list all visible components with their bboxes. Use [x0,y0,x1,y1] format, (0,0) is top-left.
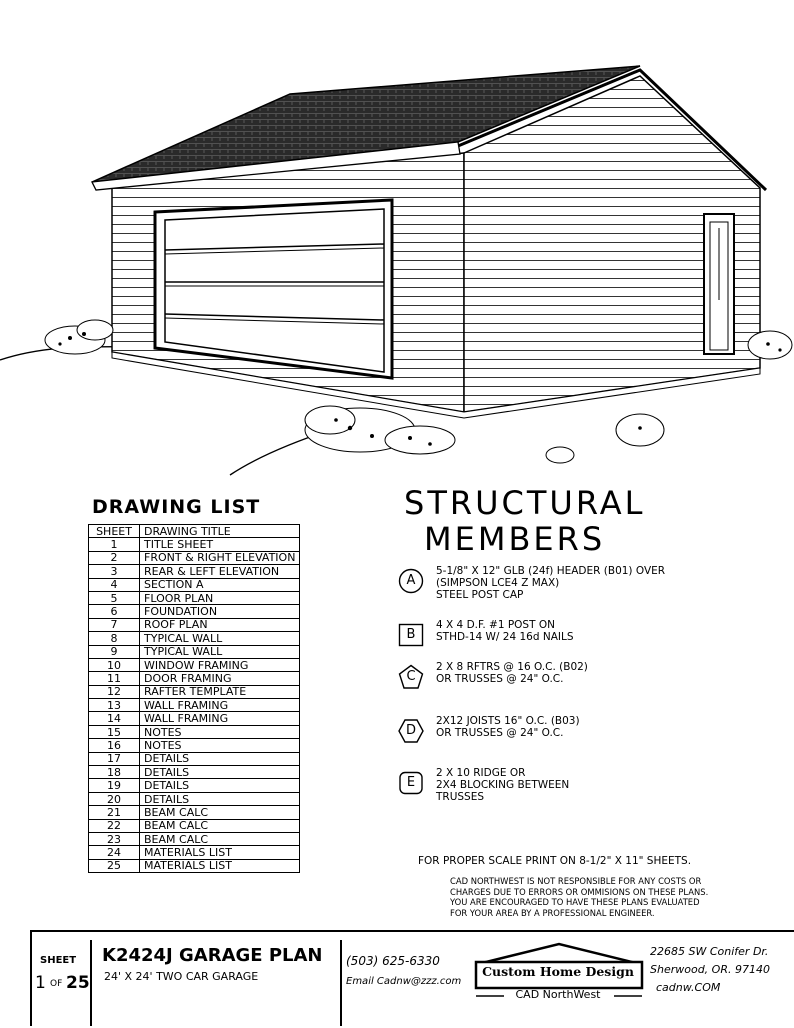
sheet-number-cell: 11 [89,672,140,685]
disclaimer-line: YOU ARE ENCOURAGED TO HAVE THESE PLANS EVALUATED [450,897,700,908]
drawing-title-cell: BEAM CALC [140,806,300,819]
disclaimer-line: CAD NORTHWEST IS NOT RESPONSIBLE FOR ANY COSTS OR [450,876,702,886]
drawing-title-cell: MATERIALS LIST [140,859,300,872]
structural-line: 4 X 4 D.F. #1 POST ON [436,619,555,631]
drawing-title-cell: NOTES [140,739,300,752]
drawing-list-row [89,565,300,578]
structural-item-c [398,661,778,714]
drawing-list-row [89,779,300,792]
structural-line: 2 X 8 RFTRS @ 16 O.C. (B02) [436,661,588,673]
sheet-number-cell: 7 [89,618,140,631]
sheet-number-cell: 5 [89,591,140,604]
drawing-title-cell: DOOR FRAMING [140,672,300,685]
sheet-number-cell: 3 [89,565,140,578]
drawing-title-cell: DETAILS [140,766,300,779]
sheet-number-cell: 1 [89,538,140,551]
disclaimer-line: FOR YOUR AREA BY A PROFESSIONAL ENGINEER. [450,907,655,918]
sheet-number: 1 [35,973,46,993]
drawing-list-row [89,618,300,631]
sheet-number-cell: 18 [89,766,140,779]
structural-line: (SIMPSON LCE4 Z MAX) [436,577,560,589]
address-line1: 22685 SW Conifer Dr. [650,945,769,958]
sheet-number-cell: 6 [89,605,140,618]
sheet-number-cell: 2 [89,551,140,564]
mark-hexagon-icon: D [398,718,424,744]
title-block-top-border [30,930,794,932]
company-name: Custom Home Design [482,964,634,979]
drawing-title-cell: TYPICAL WALL [140,632,300,645]
sheet-number-cell: 13 [89,699,140,712]
drawing-list-row [89,846,300,859]
drawing-title-cell: TITLE SHEET [140,538,300,551]
sheet-of: OF [50,979,63,989]
drawing-title-cell: MATERIALS LIST [140,846,300,859]
drawing-list-row [89,806,300,819]
phone-number: (503) 625-6330 [346,954,440,968]
drawing-list-row [89,752,300,765]
drawing-title-cell: FRONT & RIGHT ELEVATION [140,551,300,564]
disclaimer-line: CHARGES DUE TO ERRORS OR OMMISIONS ON THESE PLANS. [450,886,709,897]
drawing-title-cell: TYPICAL WALL [140,645,300,658]
title-block-divider [90,940,92,1026]
drawing-title-cell: REAR & LEFT ELEVATION [140,565,300,578]
disclaimer [450,876,708,918]
plan-subtitle: 24' X 24' TWO CAR GARAGE [104,970,259,983]
sheet-number-cell: 15 [89,725,140,738]
structural-line: STEEL POST CAP [436,589,524,601]
sheet-number-cell: 22 [89,819,140,832]
drawing-list-row [89,832,300,845]
mark-square-icon: B [398,622,424,648]
company-subname: CAD NorthWest [515,988,601,1001]
drawing-list-table [88,524,300,873]
drawing-list-row [89,819,300,832]
drawing-title-cell: FOUNDATION [140,605,300,618]
structural-title-line2: MEMBERS [424,520,606,558]
scale-note: FOR PROPER SCALE PRINT ON 8-1/2" X 11" SHEETS. [418,855,692,867]
sheet-total: 25 [66,973,90,993]
structural-line: 2 X 10 RIDGE OR [436,767,526,779]
drawing-list-row [89,538,300,551]
structural-item-d [398,715,778,768]
structural-line: 5-1/8" X 12" GLB (24f) HEADER (B01) OVER [436,565,666,577]
mark-pentagon-icon: C [398,664,424,690]
drawing-list-row [89,859,300,872]
drawing-title-cell: FLOOR PLAN [140,591,300,604]
sheet-number-cell: 19 [89,779,140,792]
drawing-title-cell: SECTION A [140,578,300,591]
drawing-title-cell: WINDOW FRAMING [140,658,300,671]
sheet-number-cell: 21 [89,806,140,819]
drawing-list-row [89,725,300,738]
website: cadnw.COM [656,981,721,994]
sheet-number-cell: 23 [89,832,140,845]
structural-line: OR TRUSSES @ 24" O.C. [436,727,564,739]
sheet-label: SHEET [40,955,77,966]
drawing-list-row [89,699,300,712]
title-block-divider [340,940,342,1026]
col-title-header: DRAWING TITLE [140,525,300,538]
structural-line: 2X12 JOISTS 16" O.C. (B03) [436,715,580,727]
drawing-list-row [89,632,300,645]
structural-line: 2X4 BLOCKING BETWEEN [436,779,570,791]
drawing-list-row [89,739,300,752]
drawing-list-row [89,605,300,618]
sheet-number-cell: 8 [89,632,140,645]
drawing-title-cell: DETAILS [140,752,300,765]
sheet-number-cell: 4 [89,578,140,591]
address-line2: Sherwood, OR. 97140 [650,963,770,976]
drawing-title-cell: WALL FRAMING [140,699,300,712]
structural-item-e [398,767,778,820]
drawing-list-row [89,792,300,805]
sheet-number-cell: 16 [89,739,140,752]
drawing-title-cell: BEAM CALC [140,819,300,832]
sheet-number-cell: 10 [89,658,140,671]
plan-name: K2424J GARAGE PLAN [102,945,323,966]
drawing-title-cell: BEAM CALC [140,832,300,845]
structural-line: STHD-14 W/ 24 16d NAILS [436,631,574,643]
drawing-list-row [89,658,300,671]
drawing-title-cell: DETAILS [140,779,300,792]
sheet-number-cell: 20 [89,792,140,805]
structural-item-a [398,565,778,618]
drawing-list-row [89,766,300,779]
title-block-left-border [30,930,32,1026]
drawing-title-cell: DETAILS [140,792,300,805]
structural-line: TRUSSES [436,791,485,803]
drawing-list-row [89,672,300,685]
drawing-title-cell: WALL FRAMING [140,712,300,725]
drawing-list-row [89,685,300,698]
sheet-number-cell: 24 [89,846,140,859]
drawing-list-row [89,645,300,658]
sheet-number-cell: 25 [89,859,140,872]
drawing-title-cell: NOTES [140,725,300,738]
col-sheet-header: SHEET [89,525,140,538]
mark-rounded-square-icon: E [398,770,424,796]
sheet-number-cell: 17 [89,752,140,765]
sheet-number-cell: 12 [89,685,140,698]
email-address: Email Cadnw@zzz.com [346,976,462,987]
structural-title-line1: STRUCTURAL [404,484,646,522]
drawing-list-title: DRAWING LIST [92,496,261,518]
garage-illustration [0,0,794,480]
drawing-list-header [89,525,300,538]
sheet-number-cell: 9 [89,645,140,658]
structural-line: OR TRUSSES @ 24" O.C. [436,673,564,685]
drawing-title-cell: ROOF PLAN [140,618,300,631]
drawing-list-row [89,591,300,604]
drawing-list-row [89,578,300,591]
mark-circle-icon: A [398,568,424,594]
drawing-list-row [89,712,300,725]
drawing-list-row [89,551,300,564]
drawing-title-cell: RAFTER TEMPLATE [140,685,300,698]
sheet-number-cell: 14 [89,712,140,725]
